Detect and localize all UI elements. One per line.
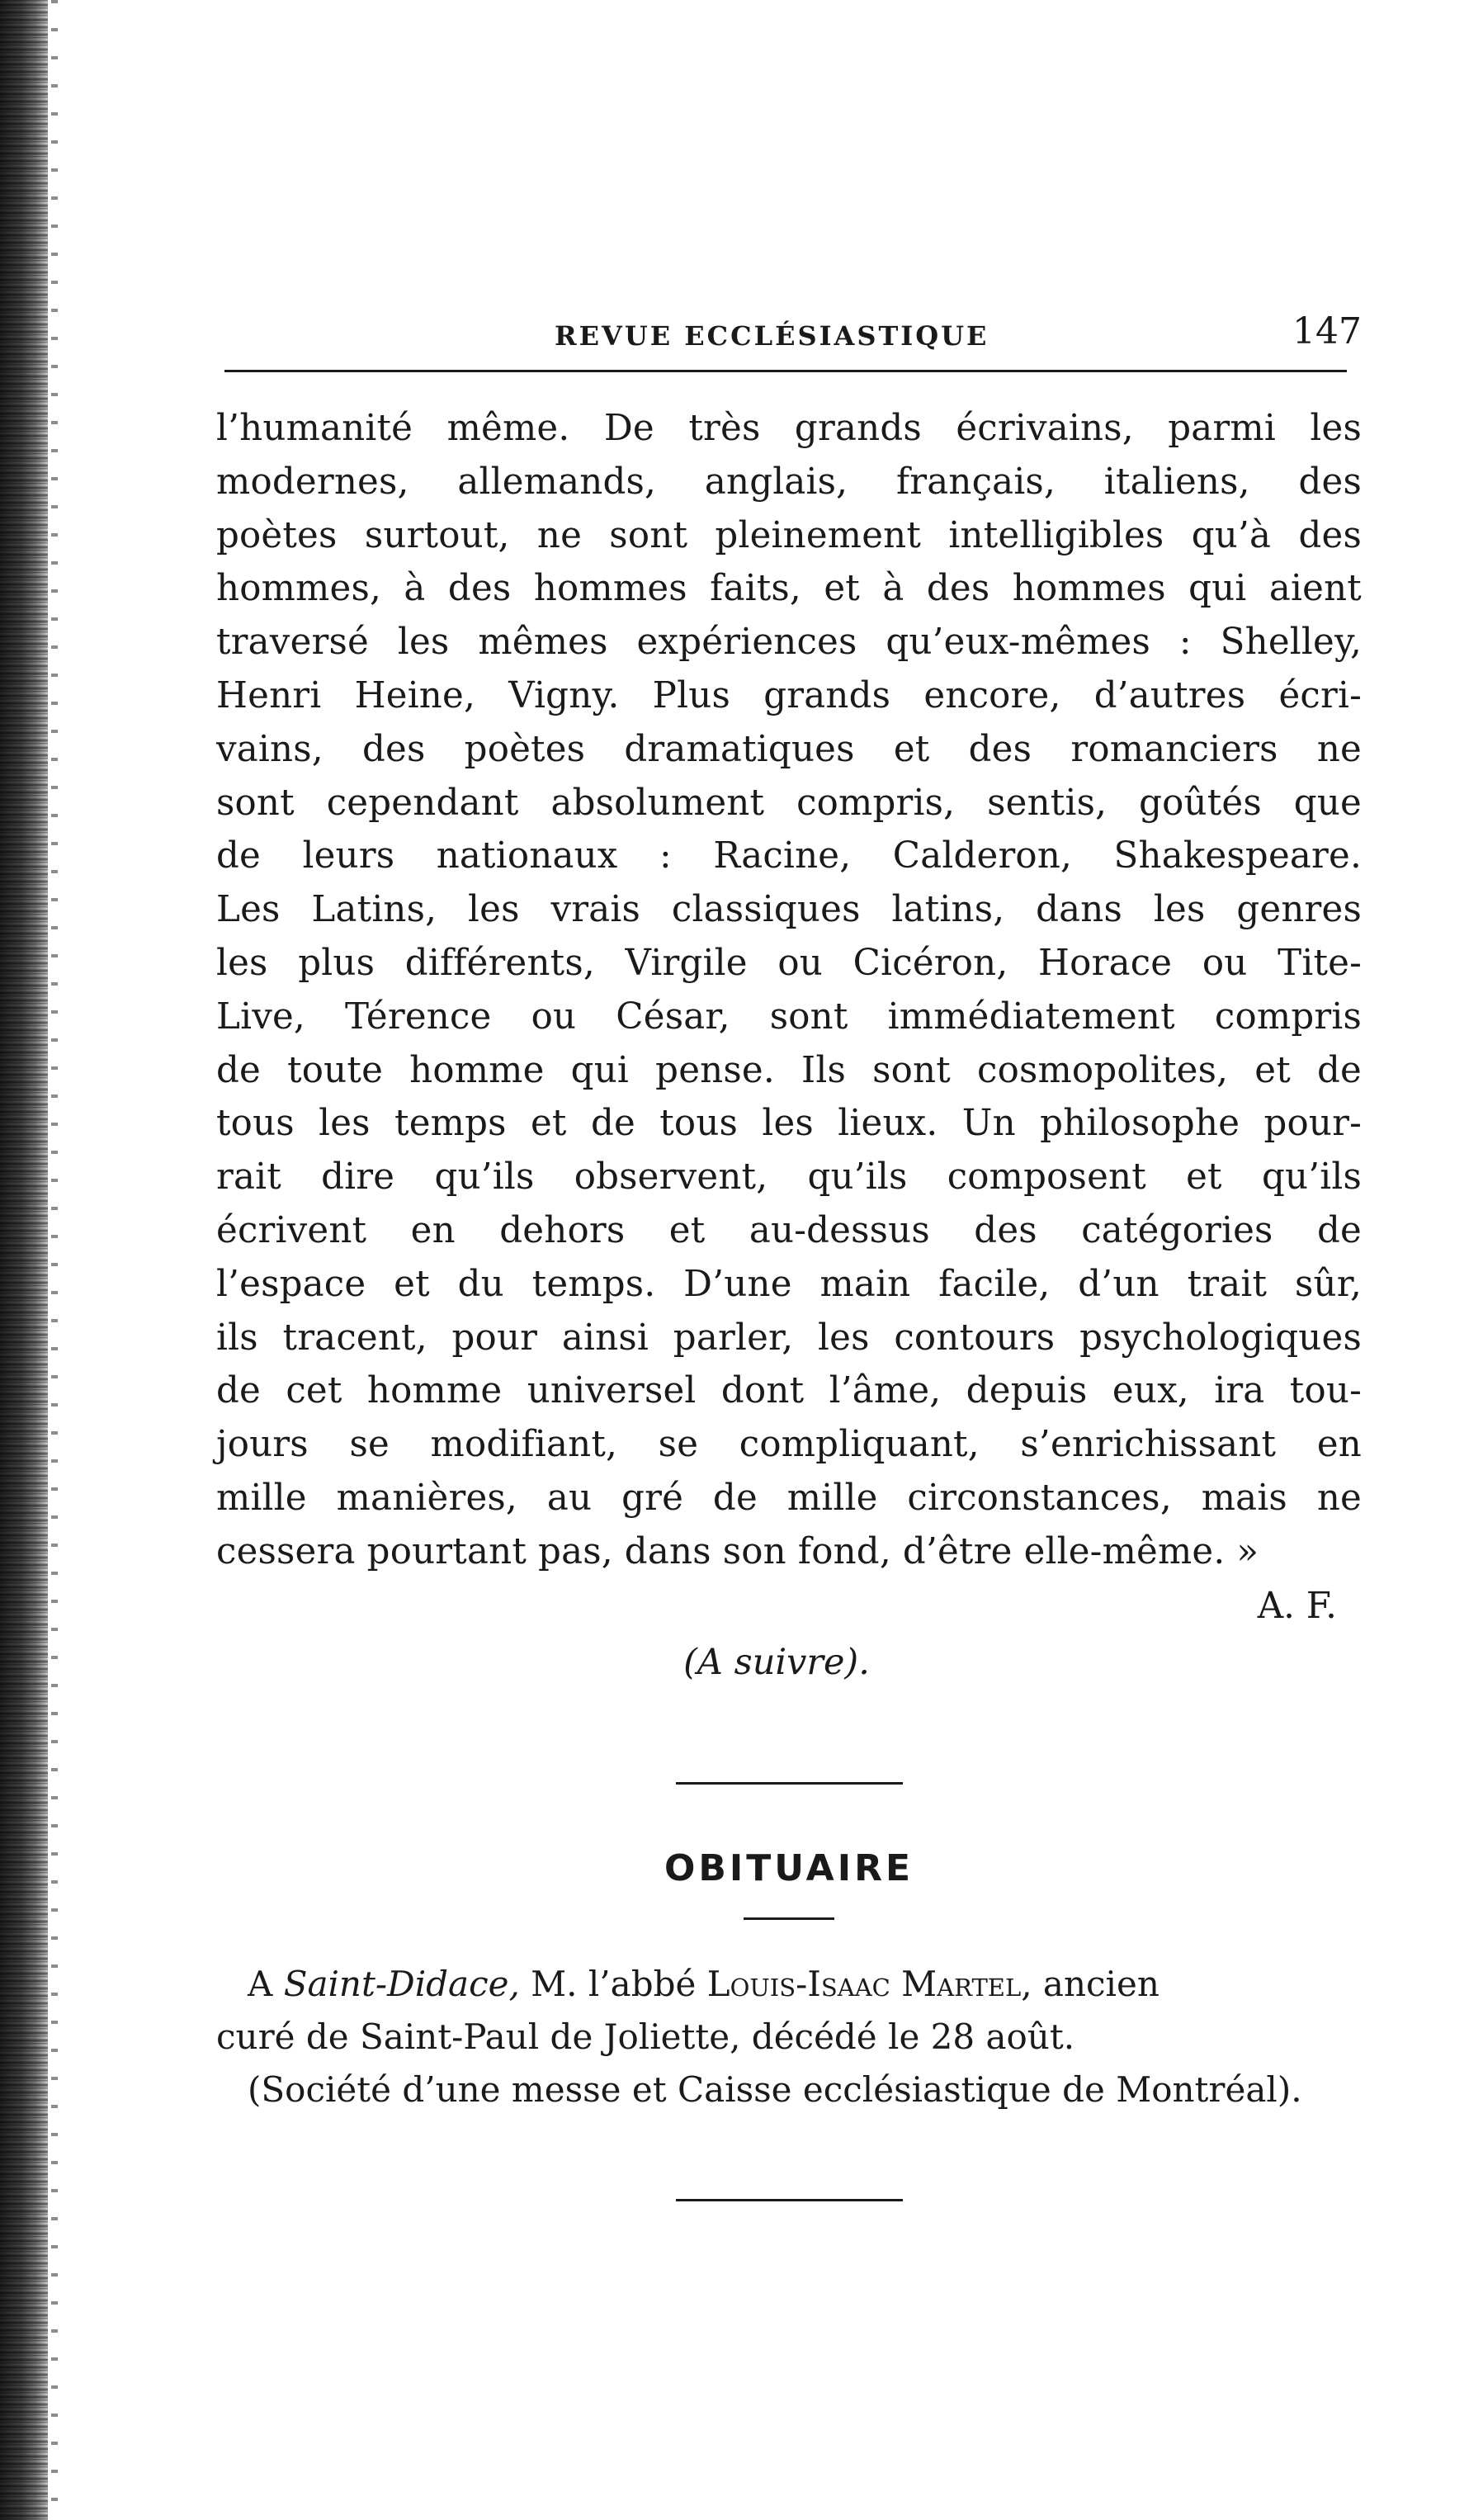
text-line: les plus différents, Virgile ou Cicéron, Horace ou Tite- [216, 942, 1362, 984]
author-initials: A. F. [1257, 1585, 1337, 1627]
text-line: poètes surtout, ne sont pleinement intelligibles qu’à des [216, 514, 1362, 556]
text-line: hommes, à des hommes faits, et à des hommes qui aient [216, 568, 1362, 610]
obituary-line: curé de Saint-Paul de Joliette, décédé le 28 août. [216, 2016, 1075, 2057]
end-divider [676, 2199, 903, 2201]
text-line: de toute homme qui pense. Ils sont cosmopolites, et de [216, 1049, 1362, 1091]
obituary-line [216, 1958, 1362, 2011]
text-line: Henri Heine, Vigny. Plus grands encore, d’autres écri- [216, 674, 1362, 716]
text-line: modernes, allemands, anglais, français, italiens, des [216, 461, 1362, 503]
obituary-name: Louis-Isaac Martel, [706, 1963, 1032, 2004]
section-heading: OBITUAIRE [664, 1846, 914, 1889]
text-line: cessera pourtant pas, dans son fond, d’être elle-même. » [216, 1530, 1259, 1572]
to-be-continued: (A suivre). [683, 1641, 870, 1683]
text-line: Live, Térence ou César, sont immédiatement compris [216, 995, 1362, 1038]
text-line: de cet homme universel dont l’âme, depuis eux, ira tou- [216, 1370, 1362, 1412]
obituary-role: ancien [1032, 1963, 1159, 2004]
text-line: vains, des poètes dramatiques et des romanciers ne [216, 728, 1362, 770]
section-divider [676, 1782, 903, 1785]
running-title: REVUE ECCLÉSIASTIQUE [555, 320, 989, 352]
text-line: de leurs nationaux : Racine, Calderon, Shakespeare. [216, 835, 1362, 877]
header-rule [224, 370, 1347, 372]
text-line: ils tracent, pour ainsi parler, les contours psychologiques [216, 1317, 1362, 1359]
running-head [216, 305, 1362, 355]
text-line: rait dire qu’ils observent, qu’ils composent et qu’ils [216, 1156, 1362, 1199]
text-line: jours se modifiant, se compliquant, s’enrichissant en [216, 1424, 1362, 1466]
obituary-prefix: A [248, 1963, 284, 2004]
text-line: écrivent en dehors et au-dessus des catégories de [216, 1209, 1362, 1251]
book-page [216, 305, 1362, 2201]
text-line: mille manières, au gré de mille circonstances, mais ne [216, 1477, 1362, 1519]
page-number: 147 [1292, 310, 1362, 352]
text-line: Les Latins, les vrais classiques latins, dans les genres [216, 889, 1362, 931]
obituary-notice [216, 1958, 1362, 2116]
text-line: traversé les mêmes expériences qu’eux-mêmes : Shelley, [216, 622, 1362, 664]
scan-binding-edge [0, 0, 48, 2520]
article-body [216, 402, 1362, 1579]
text-line: sont cependant absolument compris, sentis, goûtés que [216, 782, 1362, 824]
text-line: tous les temps et de tous les lieux. Un philosophe pour- [216, 1103, 1362, 1145]
text-line: l’espace et du temps. D’une main facile, d’un trait sûr, [216, 1263, 1362, 1305]
text-line: l’humanité même. De très grands écrivains, parmi les [216, 408, 1362, 449]
obituary-place: Saint-Didace, [283, 1963, 520, 2004]
obituary-line: (Société d’une messe et Caisse ecclésiastique de Montréal). [248, 2068, 1302, 2110]
scan-binding-marks [51, 0, 58, 2520]
heading-rule [744, 1917, 834, 1920]
obituary-title: M. l’abbé [519, 1963, 707, 2004]
